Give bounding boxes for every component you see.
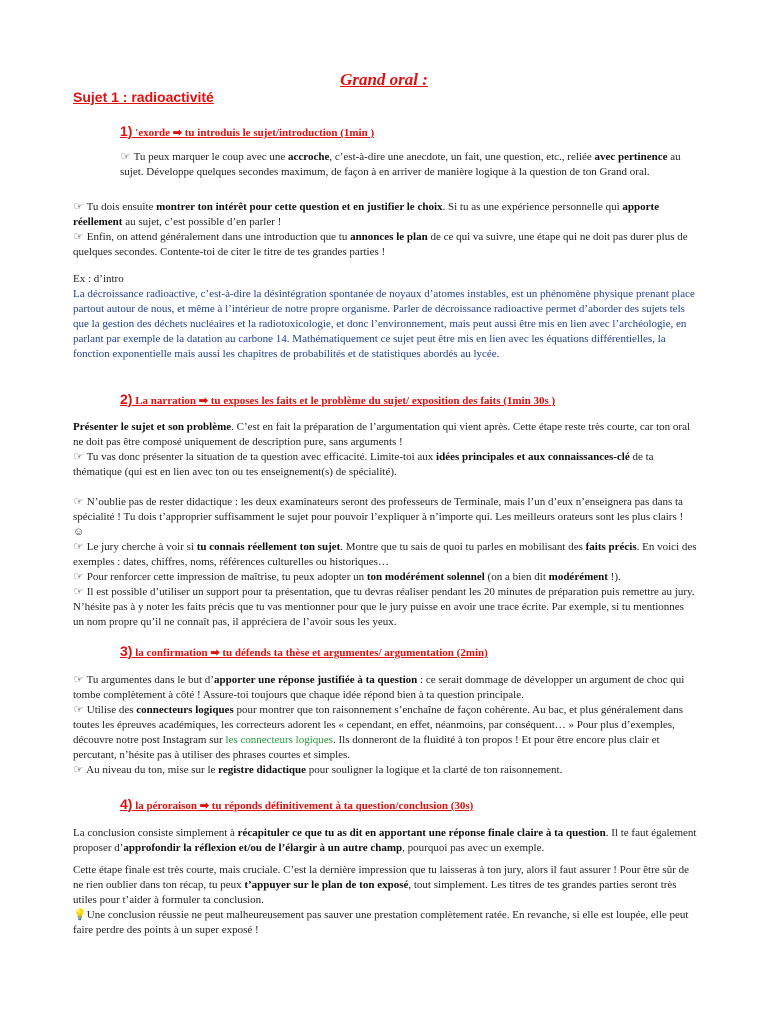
section-1-number: 1): [120, 123, 133, 139]
instagram-post-link[interactable]: les connecteurs logiques: [225, 734, 333, 746]
s2-paragraph-didactique: ☞ N’oublie pas de rester didactique : les deux examinateurs seront des professeurs de Terminale, mais l’un d’eux n’enseignera pas dans ta spécialité ! Tu dois t’approprier suffisamment le sujet pour pouvoir l’expliquer à n’importe qui. Les meilleurs orateurs sont les plus clairs ! ☺ ☞ Le jury cherche à voir si tu connais réellement ton sujet. Montre que tu sais de quoi tu parles en mobilisant des faits précis. En voici des exemples : dates, chiffres, noms, références culturelles ou historiques… ☞ Pour renforcer cette impression de maîtrise, tu peux adopter un ton modérément solennel (on a bien dit modérément !). ☞ Il est possible d’utiliser un support pour ta présentation, que tu devras réaliser pendant les 20 minutes de préparation puis remettre au jury. N’hésite pas à y noter les faits précis que tu vas mentionner pour que le jury puisse en avoir une trace écrite. Par exemple, si tu mentionnes un nom propre qu’il ne connaît pas, il appréciera de l’avoir sous les yeux.: [73, 496, 697, 628]
section-1-title: 'exorde ➡ tu introduis le sujet/introduction (1min ): [132, 127, 375, 139]
section-4-title: la péroraison ➡ tu réponds définitivement à ta question/conclusion (30s): [132, 800, 474, 812]
pointing-hand-icon: ☞: [73, 201, 84, 213]
s1-example-intro: La décroissance radioactive, c’est-à-dire la désintégration spontanée de noyaux d’atomes instables, est un phénomène physique prenant place partout autour de nous, et même à l’intérieur de notre propre organisme. Parler de décroissance radioactive permet d’aborder des sujets tels que la gestion des déchets nucléaires et la radiotoxicologie, et donc l’environnement, mais peut aussi être mis en lien avec l’archéologie, en parlant par exemple de la datation au carbone 14. Mathématiquement ce sujet peut être mis en lien avec les équations différentielles, la fonction exponentielle mais aussi les chapitres de probabilités et de statistiques abordés au lycée.: [73, 288, 695, 360]
s1-paragraph-interet: ☞ Tu dois ensuite montrer ton intérêt pour cette question et en justifier le choix. Si tu as une expérience personnelle qui apporte réellement au sujet, c’est possible d’en parler ! ☞ Enfin, on attend généralement dans une introduction que tu annonces le plan de ce qui va suivre, une étape qui ne doit pas durer plus de quelques secondes. Contente-toi de citer le titre de tes grandes parties !: [73, 201, 688, 258]
s3-paragraph: ☞ Tu argumentes dans le but d’apporter une réponse justifiée à ta question : ce serait dommage de développer un argument de choc qui tombe complètement à côté ! Assure-toi toujours que chaque idée répond bien à ta question principale. ☞ Utilise des connecteurs logiques pour montrer que ton raisonnement s’enchaîne de façon cohérente. Au bac, et plus généralement dans toutes les épreuves académiques, les correcteurs adorent les « cependant, en effet, néanmoins, par conséquent… » Pour plus d’exemples, découvre notre post Instagram sur les connecteurs logiques. Ils donneront de la fluidité à ton propos ! Et pour être encore plus clair et percutant, n’hésite pas à utiliser des phrases courtes et simples. ☞ Au niveau du ton, mise sur le registre didactique pour souligner la logique et la clarté de ton raisonnement.: [73, 674, 685, 776]
section-3-title: la confirmation ➡ tu défends ta thèse et argumentes/ argumentation (2min): [132, 647, 488, 659]
section-2-heading: [120, 391, 555, 407]
section-3-heading: [120, 643, 488, 659]
s4-paragraph-final: Cette étape finale est très courte, mais cruciale. C’est la dernière impression que tu laisseras à ton jury, alors il faut assurer ! Pour être sûr de ne rien oublier dans ton récap, tu peux t’appuyer sur le plan de ton exposé, tout simplement. Les titres de tes grandes parties seront très utiles pour t’aider à formuler ta conclusion. 💡 Une conclusion réussie ne peut malheureusement pas sauver une prestation complètement ratée. En revanche, si elle est loupée, elle peut faire perdre des points à un super exposé !: [73, 864, 689, 936]
pointing-hand-icon: ☞: [73, 704, 84, 716]
page-title: Grand oral :: [340, 70, 428, 89]
pointing-hand-icon: ☞: [73, 764, 84, 776]
pointing-hand-icon: ☞: [73, 571, 84, 583]
section-2-number: 2): [120, 391, 133, 407]
pointing-hand-icon: ☞: [120, 151, 131, 163]
subject-heading: Sujet 1 : radioactivité: [73, 89, 214, 105]
s2-paragraph-presenter: Présenter le sujet et son problème. C’est en fait la préparation de l’argumentation qui vient après. Cette étape reste très courte, car ton oral ne doit pas être composé uniquement de description pure, sans arguments ! ☞ Tu vas donc présenter la situation de ta question avec efficacité. Limite-toi aux idées principales et aux connaissances-clé de ta thématique (qui est en lien avec ton ou tes enseignement(s) de spécialité).: [73, 421, 691, 478]
section-4-number: 4): [120, 796, 133, 812]
s1-paragraph-accroche: ☞ Tu peux marquer le coup avec une accroche, c’est-à-dire une anecdote, un fait, une question, etc., reliée avec pertinence au sujet. Développe quelques secondes maximum, de façon à en arriver de manière logique à la question de ton Grand oral.: [120, 151, 681, 178]
s4-paragraph-recap: La conclusion consiste simplement à récapituler ce que tu as dit en apportant une réponse finale claire à ta question. Il te faut également proposer d’approfondir la réflexion et/ou de l’élargir à un autre champ, pourquoi pas avec un exemple.: [73, 827, 697, 854]
section-2-title: La narration ➡ tu exposes les faits et le problème du sujet/ exposition des faits (1min 30s ): [132, 395, 556, 407]
section-4-heading: [120, 796, 473, 812]
section-1-heading: [120, 123, 374, 139]
section-3-number: 3): [120, 643, 133, 659]
pointing-hand-icon: ☞: [73, 541, 84, 553]
pointing-hand-icon: ☞: [73, 231, 84, 243]
pointing-hand-icon: ☞: [73, 496, 84, 508]
pointing-hand-icon: ☞: [73, 674, 84, 686]
pointing-hand-icon: ☞: [73, 586, 84, 598]
pointing-hand-icon: ☞: [73, 451, 84, 463]
lightbulb-icon: 💡: [73, 909, 87, 921]
s1-example-label: Ex : d’intro: [73, 273, 124, 285]
